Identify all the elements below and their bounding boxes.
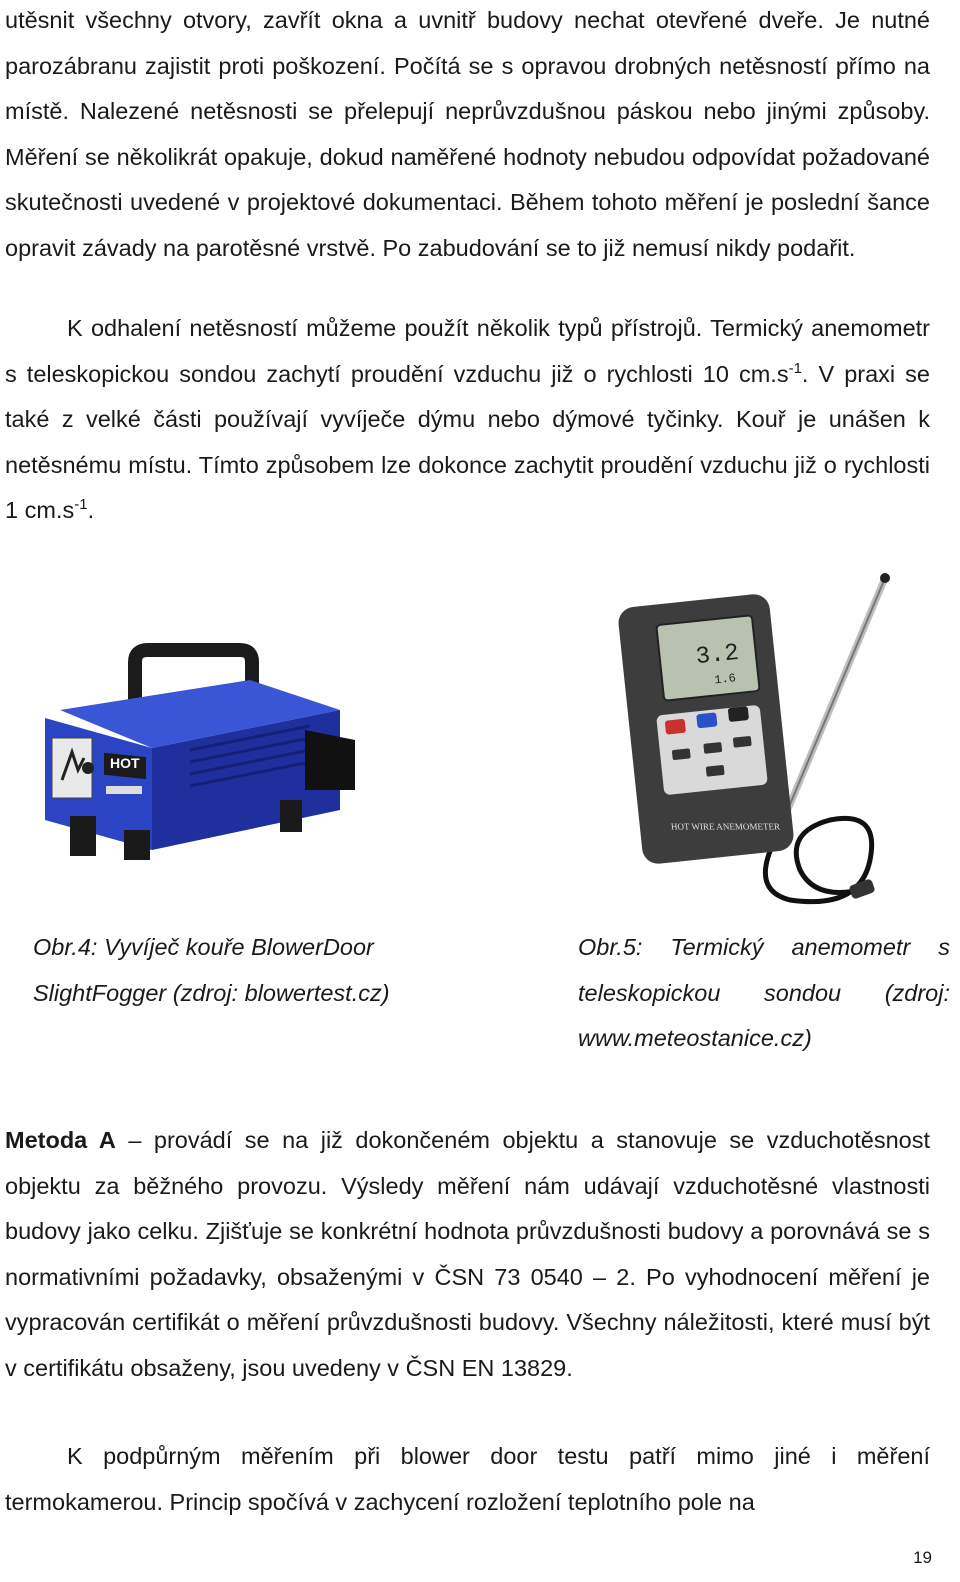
figure-anemometer	[600, 570, 920, 910]
text-run: – provádí se na již dokončeném objektu a stanovuje se vzduchotěsnost objektu za běžného provozu. Výsledy měření nám udávají vzduchotěsné vlastnosti budovy jako celku. Zjišťuje se konkrétní hodnota průvzdušnosti budovy a porovnává se s normativními požadavky, obsaženými v ČSN 73 0540 – 2. Po vyhodnocení měření je vypracován certifikát o měření průvzdušnosti budovy. Všechny náležitosti, které musí být v certifikátu obsaženy, jsou uvedeny v ČSN EN 13829.	[5, 1127, 930, 1381]
paragraph-thermal-camera: K podpůrným měřením při blower door testu patří mimo jiné i měření termokamerou. Princip spočívá v zachycení rozložení teplotního pole na	[5, 1443, 930, 1515]
caption-figure-4	[33, 925, 453, 1016]
text-run: K odhalení netěsností můžeme použít několik typů přístrojů. Termický anemometr s teleskopickou sondou zachytí proudění vzduchu již o rychlosti 10 cm.s	[5, 315, 930, 387]
device-label: HOT	[110, 755, 140, 771]
display-main-value: 3.2	[694, 639, 741, 672]
paragraph-method-a	[5, 1118, 930, 1391]
superscript: -1	[74, 496, 88, 513]
text-run: .	[87, 497, 95, 523]
anemometer-illustration	[600, 570, 920, 910]
page-number: 19	[913, 1548, 932, 1567]
paragraph-instruments	[5, 306, 930, 534]
superscript: -1	[788, 359, 802, 377]
caption-figure-5: Obr.5: Termický anemometr s teleskopickou sondou (zdroj: www.meteostanice.cz)	[578, 934, 950, 1051]
smoke-generator-illustration	[40, 640, 360, 870]
figure-smoke-generator	[40, 640, 360, 870]
paragraph-procedure: utěsnit všechny otvory, zavřít okna a uvnitř budovy nechat otevřené dveře. Je nutné parozábranu zajistit proti poškození. Počítá se s opravou drobných netěsností přímo na místě. Nalezené netěsnosti se přelepují neprůvzdušnou páskou nebo jinými způsoby. Měření se několikrát opakuje, dokud naměřené hodnoty nebudou odpovídat požadované skutečnosti uvedené v projektové dokumentaci. Během tohoto měření je poslední šance opravit závady na parotěsné vrstvě. Po zabudování se to již nemusí nikdy podařit.	[5, 7, 930, 261]
display-sub-value: 1.6	[713, 671, 737, 688]
caption-line: SlightFogger (zdroj: blowertest.cz)	[33, 979, 390, 1006]
method-title: Metoda A	[5, 1127, 116, 1153]
text-run: . V praxi se také z velké části používají vyvíječe dýmu nebo dýmové tyčinky. Kouř je unášen k netěsnému místu. Tímto způsobem lze dokonce zachytit proudění vzduchu již o rychlosti 1 cm.s	[5, 360, 931, 523]
caption-line: Obr.4: Vyvíječ kouře BlowerDoor	[33, 934, 374, 960]
anemometer-label: HOT WIRE ANEMOMETER	[670, 821, 781, 832]
